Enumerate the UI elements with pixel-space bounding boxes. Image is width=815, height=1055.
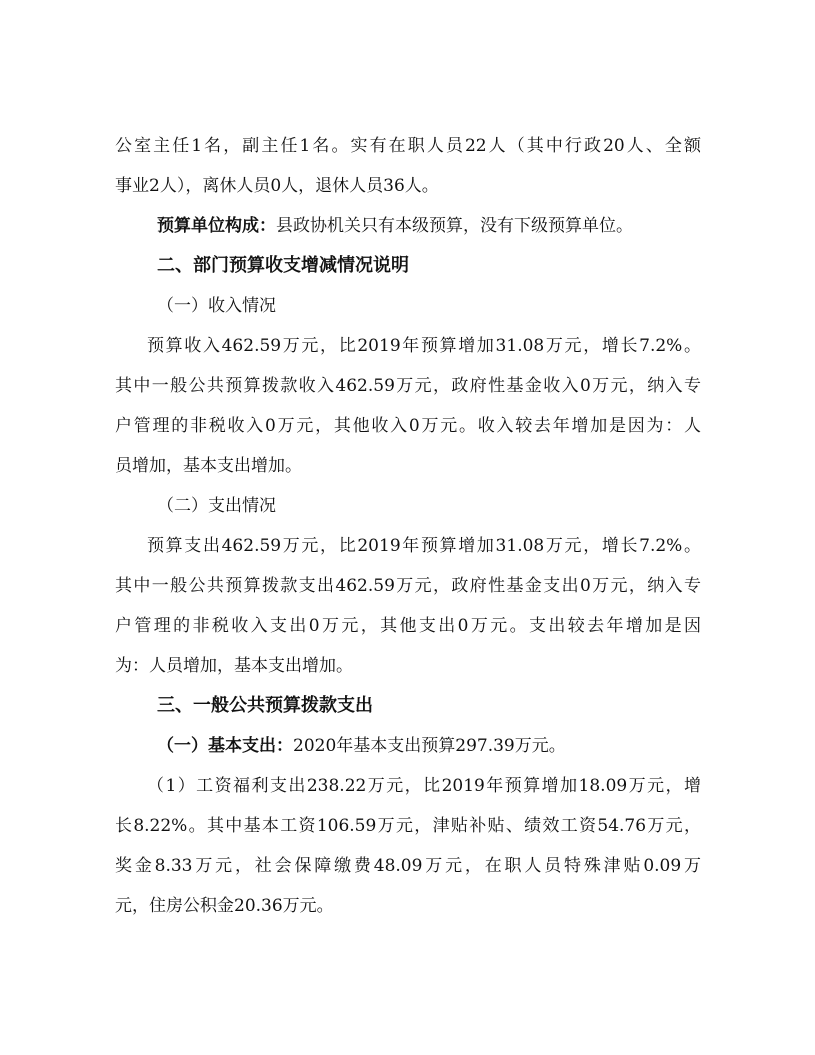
inline-label: （一）基本支出： <box>157 736 293 756</box>
paragraph-line: 公室主任1名，副主任1名。实有在职人员22人（其中行政20人、全额 <box>115 136 701 156</box>
section-heading: 三、一般公共预算拨款支出 <box>157 695 373 716</box>
paragraph-line: 奖金8.33万元，社会保障缴费48.09万元，在职人员特殊津贴0.09万 <box>115 856 701 876</box>
subsection-heading: （一）收入情况 <box>157 296 276 316</box>
paragraph-line <box>157 211 701 241</box>
inline-text: 2020年基本支出预算297.39万元。 <box>293 736 566 756</box>
inline-text: 县政协机关只有本级预算，没有下级预算单位。 <box>276 216 633 236</box>
paragraph-line: （1）工资福利支出238.22万元，比2019年预算增加18.09万元，增 <box>147 776 701 796</box>
paragraph-line: 元，住房公积金20.36万元。 <box>115 896 334 916</box>
paragraph-line: 预算支出462.59万元，比2019年预算增加31.08万元，增长7.2%。 <box>147 536 701 556</box>
paragraph-line: 户管理的非税收入0万元，其他收入0万元。收入较去年增加是因为：人 <box>115 416 701 436</box>
inline-label: 预算单位构成： <box>157 216 276 236</box>
paragraph-line <box>157 731 701 761</box>
paragraph-line: 为：人员增加，基本支出增加。 <box>115 656 353 676</box>
subsection-heading: （二）支出情况 <box>157 496 276 516</box>
paragraph-line: 户管理的非税收入支出0万元，其他支出0万元。支出较去年增加是因 <box>115 616 701 636</box>
paragraph-line: 其中一般公共预算拨款支出462.59万元，政府性基金支出0万元，纳入专 <box>115 576 701 596</box>
paragraph-line: 事业2人），离休人员0人，退休人员36人。 <box>115 176 439 196</box>
paragraph-line: 其中一般公共预算拨款收入462.59万元，政府性基金收入0万元，纳入专 <box>115 376 701 396</box>
paragraph-line: 员增加，基本支出增加。 <box>115 456 302 476</box>
paragraph-line: 预算收入462.59万元，比2019年预算增加31.08万元，增长7.2%。 <box>147 336 701 356</box>
section-heading: 二、部门预算收支增减情况说明 <box>157 255 409 276</box>
paragraph-line: 长8.22%。其中基本工资106.59万元，津贴补贴、绩效工资54.76万元， <box>115 816 701 836</box>
